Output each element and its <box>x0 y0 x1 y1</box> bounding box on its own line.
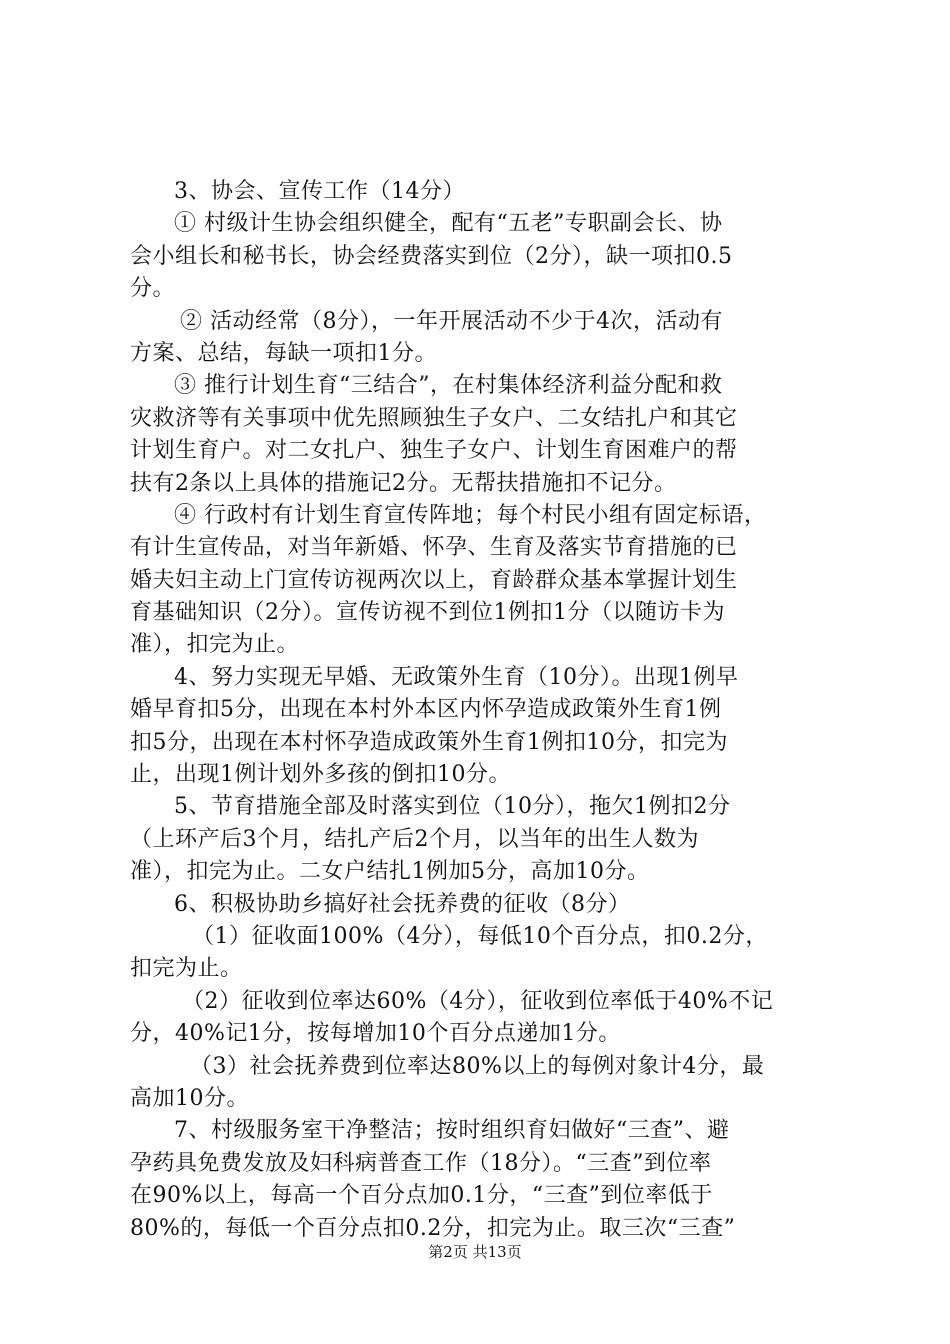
paragraph-line: 分。 <box>130 276 176 302</box>
document-body <box>130 176 842 1245</box>
paragraph-line: ① 村级计生协会组织健全，配有“五老”专职副会长、协 <box>174 211 723 237</box>
section-heading: 7、村级服务室干净整洁；按时组织育妇做好“三查”、避 <box>174 1118 730 1144</box>
page-number-footer: 第2页 共13页 <box>428 1243 522 1261</box>
paragraph-line: 婚夫妇主动上门宣传访视两次以上，育龄群众基本掌握计划生 <box>130 567 738 593</box>
paragraph-line: 分，40%记1分，按每增加10个百分点递加1分。 <box>130 1021 621 1047</box>
paragraph-line: 孕药具免费发放及妇科病普查工作（18分）。“三查”到位率 <box>130 1150 712 1176</box>
paragraph-line: 准），扣完为止。二女户结扎1例加5分，高加10分。 <box>130 859 650 885</box>
paragraph-line: （2）征收到位率达60%（4分），征收到位率低于40%不记 <box>182 988 774 1014</box>
section-heading: 3、协会、宣传工作（14分） <box>174 179 465 204</box>
paragraph-line: 育基础知识（2分）。宣传访视不到位1例扣1分（以随访卡为 <box>130 600 725 626</box>
paragraph-line: 会小组长和秘书长，协会经费落实到位（2分），缺一项扣0.5 <box>130 243 733 269</box>
paragraph-line: 80%的，每低一个百分点扣0.2分，扣完为止。取三次“三查” <box>130 1215 736 1241</box>
paragraph-line: （3）社会抚养费到位率达80%以上的每例对象计4分，最 <box>190 1053 765 1079</box>
paragraph-line: 灾救济等有关事项中优先照顾独生子女户、二女结扎户和其它 <box>130 405 738 431</box>
section-heading: 4、努力实现无早婚、无政策外生育（10分）。出现1例早 <box>174 664 739 690</box>
section-heading: 5、节育措施全部及时落实到位（10分），拖欠1例扣2分 <box>174 794 731 820</box>
paragraph-line: 婚早育扣5分，出现在本村外本区内怀孕造成政策外生育1例 <box>130 697 722 723</box>
paragraph-line: 方案、总结，每缺一项扣1分。 <box>130 340 437 366</box>
paragraph-line: 准），扣完为止。 <box>130 632 300 658</box>
paragraph-line: 有计生宣传品，对当年新婚、怀孕、生育及落实节育措施的已 <box>130 535 738 561</box>
paragraph-line: （上环产后3个月，结扎产后2个月，以当年的出生人数为 <box>130 826 699 852</box>
section-heading: 6、积极协助乡搞好社会抚养费的征收（8分） <box>174 891 631 917</box>
paragraph-line: 扣5分，出现在本村怀孕造成政策外生育1例扣10分，扣完为 <box>130 729 728 755</box>
paragraph-line: （1）征收面100%（4分），每低10个百分点，扣0.2分， <box>192 923 768 949</box>
paragraph-line: 高加10分。 <box>130 1085 249 1111</box>
paragraph-line: ② 活动经常（8分），一年开展活动不少于4次，活动有 <box>180 308 723 334</box>
paragraph-line: 止，出现1例计划外多孩的倒扣10分。 <box>130 762 511 788</box>
paragraph-line: 扣完为止。 <box>130 956 243 982</box>
paragraph-line: 扶有2条以上具体的措施记2分。无帮扶措施扣不记分。 <box>130 470 677 496</box>
paragraph-line: 计划生育户。对二女扎户、独生子女户、计划生育困难户的帮 <box>130 438 738 464</box>
paragraph-line: 在90%以上，每高一个百分点加0.1分，“三查”到位率低于 <box>130 1183 713 1209</box>
paragraph-line: ③ 推行计划生育“三结合”，在村集体经济利益分配和救 <box>174 373 723 399</box>
paragraph-line: ④ 行政村有计划生育宣传阵地；每个村民小组有固定标语， <box>174 502 767 528</box>
